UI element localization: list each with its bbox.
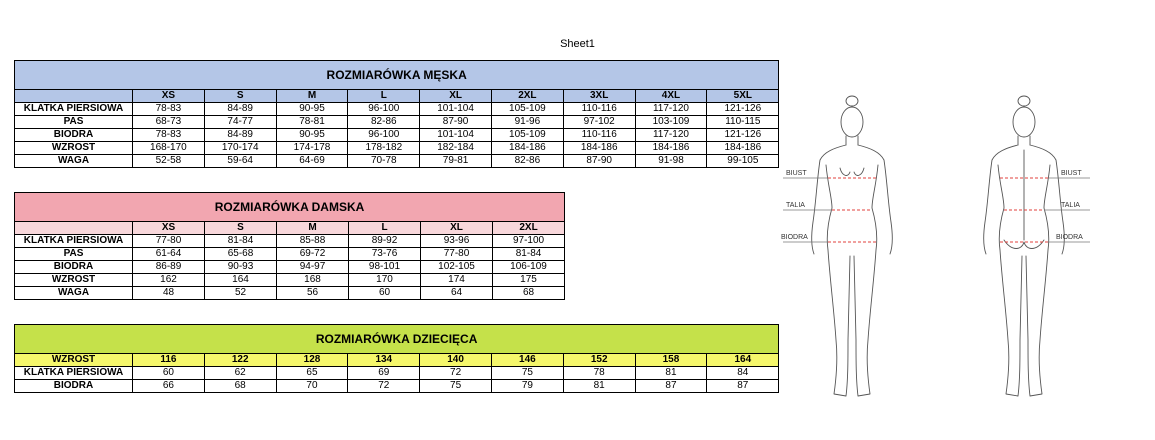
table-cell: 65 [276,367,348,380]
table-cell: 101-104 [420,129,492,142]
size-header: 164 [707,354,779,367]
table-cell: 70 [276,380,348,393]
table-cell: 96-100 [348,129,420,142]
table-cell: 78-81 [276,116,348,129]
row-label: WZROST [15,142,133,155]
row-label: KLATKA PIERSIOWA [15,367,133,380]
front-body-figure [812,96,893,396]
table-cell: 78 [563,367,635,380]
table-cell: 75 [491,367,563,380]
table-cell: 70-78 [348,155,420,168]
row-label: KLATKA PIERSIOWA [15,103,133,116]
row-label: BIODRA [15,380,133,393]
womens-size-table [14,192,565,300]
table-cell: 81 [563,380,635,393]
table-cell: 68 [493,287,565,300]
table-cell: 90-95 [276,129,348,142]
kids-table-title: ROZMIARÓWKA DZIECIĘCA [15,325,779,354]
table-cell: 65-68 [205,248,277,261]
table-cell: 66 [133,380,205,393]
table-cell: 184-186 [563,142,635,155]
table-cell: 81-84 [205,235,277,248]
body-measurement-illustration [778,90,1098,410]
header-corner [15,222,133,235]
table-cell: 91-96 [491,116,563,129]
table-cell: 178-182 [348,142,420,155]
table-row [15,235,565,248]
size-header: S [205,222,277,235]
womens-size-header-row [15,222,565,235]
table-row [15,274,565,287]
size-header: 2XL [491,90,563,103]
size-header: 146 [491,354,563,367]
size-header: M [277,222,349,235]
table-cell: 87-90 [420,116,492,129]
table-cell: 121-126 [707,103,779,116]
table-cell: 174-178 [276,142,348,155]
table-cell: 162 [133,274,205,287]
table-cell: 101-104 [420,103,492,116]
table-cell: 81 [635,367,707,380]
row-label: WZROST [15,354,133,367]
table-row [15,261,565,274]
table-cell: 75 [420,380,492,393]
table-cell: 117-120 [635,103,707,116]
back-hips-label: BIODRA [1056,234,1083,241]
table-cell: 93-96 [421,235,493,248]
row-label: WAGA [15,155,133,168]
row-label: BIODRA [15,261,133,274]
table-cell: 68 [204,380,276,393]
table-cell: 82-86 [491,155,563,168]
table-cell: 85-88 [277,235,349,248]
back-bust-label: BIUST [1061,170,1082,177]
size-header: 4XL [635,90,707,103]
size-header: 128 [276,354,348,367]
table-cell: 168 [277,274,349,287]
table-cell: 97-102 [563,116,635,129]
table-cell: 52-58 [133,155,205,168]
table-cell: 89-92 [349,235,421,248]
front-waist-label: TALIA [786,202,805,209]
size-header: 134 [348,354,420,367]
header-corner [15,90,133,103]
size-header: 122 [204,354,276,367]
table-cell: 52 [205,287,277,300]
size-header: L [349,222,421,235]
table-row [15,103,779,116]
table-cell: 105-109 [491,129,563,142]
table-row [15,248,565,261]
size-header: 140 [420,354,492,367]
table-cell: 78-83 [133,103,205,116]
table-cell: 102-105 [421,261,493,274]
table-cell: 87-90 [563,155,635,168]
table-cell: 105-109 [491,103,563,116]
size-header: XS [133,222,205,235]
table-cell: 98-101 [349,261,421,274]
table-row [15,380,779,393]
mens-table-title: ROZMIARÓWKA MĘSKA [15,61,779,90]
table-cell: 103-109 [635,116,707,129]
table-cell: 79 [491,380,563,393]
table-cell: 84-89 [204,129,276,142]
table-cell: 90-95 [276,103,348,116]
table-cell: 121-126 [707,129,779,142]
table-cell: 170 [349,274,421,287]
table-cell: 184-186 [635,142,707,155]
table-cell: 99-105 [707,155,779,168]
row-label: WZROST [15,274,133,287]
table-cell: 72 [420,367,492,380]
table-cell: 77-80 [421,248,493,261]
row-label: PAS [15,116,133,129]
table-cell: 87 [635,380,707,393]
table-cell: 60 [133,367,205,380]
table-cell: 175 [493,274,565,287]
table-cell: 86-89 [133,261,205,274]
table-cell: 168-170 [133,142,205,155]
row-label: WAGA [15,287,133,300]
front-hips-label: BIODRA [781,234,808,241]
table-cell: 59-64 [204,155,276,168]
table-cell: 64-69 [276,155,348,168]
table-cell: 174 [421,274,493,287]
size-header: 116 [133,354,205,367]
table-row [15,129,779,142]
table-cell: 48 [133,287,205,300]
table-cell: 74-77 [204,116,276,129]
table-cell: 84 [707,367,779,380]
table-cell: 77-80 [133,235,205,248]
sheet-title: Sheet1 [560,38,595,50]
back-body-figure [984,96,1065,396]
table-cell: 60 [349,287,421,300]
table-cell: 96-100 [348,103,420,116]
mens-size-header-row [15,90,779,103]
table-cell: 61-64 [133,248,205,261]
table-cell: 90-93 [205,261,277,274]
table-row [15,142,779,155]
size-header: 2XL [493,222,565,235]
table-cell: 97-100 [493,235,565,248]
size-header: L [348,90,420,103]
table-row [15,287,565,300]
table-cell: 82-86 [348,116,420,129]
table-cell: 64 [421,287,493,300]
table-cell: 73-76 [349,248,421,261]
table-cell: 110-115 [707,116,779,129]
table-row [15,155,779,168]
size-header: XS [133,90,205,103]
table-cell: 79-81 [420,155,492,168]
size-header: 158 [635,354,707,367]
front-bust-label: BIUST [786,170,807,177]
table-cell: 94-97 [277,261,349,274]
back-waist-label: TALIA [1061,202,1080,209]
table-cell: 117-120 [635,129,707,142]
table-cell: 110-116 [563,103,635,116]
table-cell: 91-98 [635,155,707,168]
table-cell: 78-83 [133,129,205,142]
kids-size-header-row [15,354,779,367]
table-cell: 81-84 [493,248,565,261]
womens-table-title: ROZMIARÓWKA DAMSKA [15,193,565,222]
table-cell: 110-116 [563,129,635,142]
table-row [15,367,779,380]
table-cell: 184-186 [491,142,563,155]
table-cell: 184-186 [707,142,779,155]
table-cell: 62 [204,367,276,380]
size-header: 3XL [563,90,635,103]
table-cell: 182-184 [420,142,492,155]
table-row [15,116,779,129]
kids-size-table [14,324,779,393]
table-cell: 164 [205,274,277,287]
row-label: PAS [15,248,133,261]
table-cell: 68-73 [133,116,205,129]
mens-size-table [14,60,779,168]
table-cell: 56 [277,287,349,300]
row-label: BIODRA [15,129,133,142]
table-cell: 84-89 [204,103,276,116]
table-cell: 69-72 [277,248,349,261]
size-header: XL [421,222,493,235]
size-header: M [276,90,348,103]
table-cell: 106-109 [493,261,565,274]
table-cell: 72 [348,380,420,393]
table-cell: 69 [348,367,420,380]
size-header: 152 [563,354,635,367]
size-header: 5XL [707,90,779,103]
table-cell: 87 [707,380,779,393]
table-cell: 170-174 [204,142,276,155]
size-header: XL [420,90,492,103]
size-header: S [204,90,276,103]
row-label: KLATKA PIERSIOWA [15,235,133,248]
